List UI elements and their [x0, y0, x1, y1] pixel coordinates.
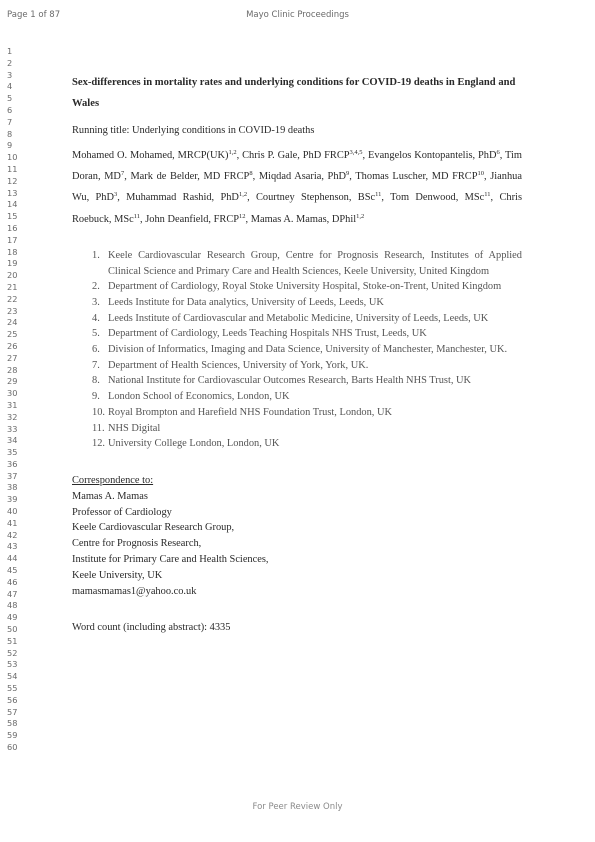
- affiliation-text: Department of Cardiology, Royal Stoke University Hospital, Stoke-on-Trent, United Kingdom: [108, 281, 502, 293]
- affiliation-item: [92, 295, 522, 311]
- author-name: Miqdad Asaria, PhD: [258, 171, 347, 183]
- line-number: 26: [7, 340, 18, 351]
- affiliation-number: 5.: [92, 328, 100, 340]
- line-number: 39: [7, 494, 18, 505]
- line-number: 19: [7, 258, 18, 269]
- author-name: Tim Doran, MD: [72, 150, 522, 183]
- author-name: Jianhua Wu, PhD: [72, 171, 522, 204]
- author-name: Courtney Stephenson, BSc: [255, 192, 376, 204]
- line-number: 30: [7, 388, 18, 399]
- affiliation-item: [92, 389, 522, 405]
- line-number: 60: [7, 742, 18, 753]
- line-number: 21: [7, 281, 18, 292]
- affiliation-item: [92, 421, 522, 437]
- line-number: 31: [7, 399, 18, 410]
- line-number: 10: [7, 152, 18, 163]
- word-count: Word count (including abstract): 4335: [72, 622, 231, 634]
- author-affiliation-marker: 1,2: [228, 149, 237, 156]
- affiliation-text: Department of Health Sciences, University of York, York, UK.: [108, 359, 369, 371]
- line-number: 34: [7, 435, 18, 446]
- line-number: 49: [7, 612, 18, 623]
- affiliation-text: National Institute for Cardiovascular Outcomes Research, Barts Health NHS Trust, UK: [108, 375, 472, 387]
- affiliation-number: 9.: [92, 391, 100, 403]
- author-name: Mark de Belder, MD FRCP: [130, 171, 250, 183]
- line-number: 6: [7, 104, 13, 115]
- author-affiliation-marker: 10: [477, 170, 485, 178]
- author-affiliation-marker: 11: [484, 191, 491, 199]
- author-name: John Deanfield, FRCP: [145, 213, 240, 225]
- author: [355, 171, 484, 182]
- author-affiliation-marker: 7: [120, 170, 125, 178]
- author-name: Thomas Luscher, MD FRCP: [355, 171, 478, 183]
- line-number: 55: [7, 683, 18, 694]
- author: [242, 150, 362, 161]
- correspondence-line: Professor of Cardiology: [72, 506, 172, 518]
- correspondence-heading: Correspondence to:: [72, 474, 154, 486]
- affiliation-item: [92, 436, 522, 452]
- affiliation-text: Division of Informatics, Imaging and Data Science, University of Manchester, Manchester, UK.: [108, 344, 508, 356]
- line-number: 42: [7, 529, 18, 540]
- running-title: Running title: Underlying conditions in COVID-19 deaths: [72, 125, 315, 136]
- line-number: 59: [7, 730, 18, 741]
- line-number: 56: [7, 694, 18, 705]
- affiliation-number: 8.: [92, 375, 100, 387]
- line-number: 50: [7, 624, 18, 635]
- line-number: 13: [7, 187, 18, 198]
- affiliation-item: [92, 248, 522, 279]
- line-number: 52: [7, 647, 18, 658]
- affiliation-text: Department of Cardiology, Leeds Teaching Hospitals NHS Trust, Leeds, UK: [108, 328, 427, 340]
- author: [259, 171, 349, 182]
- line-number: 1: [7, 46, 13, 56]
- author: [256, 192, 381, 203]
- author-affiliation-marker: 6: [496, 149, 500, 156]
- affiliation-item: [92, 311, 522, 327]
- affiliation-text: University College London, London, UK: [108, 438, 280, 450]
- affiliation-text: Leeds Institute for Data analytics, University of Leeds, Leeds, UK: [108, 296, 384, 308]
- line-number: 24: [7, 317, 18, 328]
- affiliation-item: [92, 358, 522, 374]
- author: [130, 171, 252, 182]
- line-number: 57: [7, 706, 18, 717]
- correspondence-email[interactable]: mamasmamas1@yahoo.co.uk: [72, 585, 197, 597]
- author-name: Muhammad Rashid, PhD: [126, 192, 239, 204]
- author-affiliation-marker: 3: [113, 191, 118, 199]
- line-number: 8: [7, 128, 13, 139]
- author-affiliation-marker: 12: [239, 212, 246, 220]
- line-number: 2: [7, 57, 13, 68]
- line-number: 28: [7, 364, 18, 375]
- line-number: 58: [7, 718, 18, 729]
- author: [368, 150, 500, 161]
- affiliation-item: [92, 373, 522, 389]
- author-affiliation-marker: 11: [133, 212, 141, 220]
- author: [251, 214, 364, 225]
- affiliation-number: 4.: [92, 312, 100, 324]
- author: [390, 192, 490, 203]
- line-number: 43: [7, 541, 18, 552]
- author-name: Mohamed O. Mohamed, MRCP(UK): [72, 150, 229, 161]
- correspondence-line: Institute for Primary Care and Health Sciences,: [72, 553, 269, 565]
- line-number: 5: [7, 93, 13, 104]
- manuscript-title-page: [72, 72, 522, 636]
- line-number: 12: [7, 175, 18, 186]
- line-number: 9: [7, 140, 13, 151]
- line-number: 46: [7, 576, 18, 587]
- author-name: Mamas A. Mamas, DPhil: [250, 213, 357, 225]
- line-number: 3: [7, 69, 13, 80]
- line-number: 51: [7, 635, 18, 646]
- affiliation-number: 6.: [92, 344, 100, 356]
- line-number: 20: [7, 270, 18, 281]
- author-affiliation-marker: 1,2: [238, 191, 248, 199]
- line-number: 27: [7, 352, 18, 363]
- line-number: 48: [7, 600, 18, 611]
- author: [126, 192, 247, 203]
- line-number: 37: [7, 470, 18, 481]
- line-number: 14: [7, 199, 18, 210]
- line-number: 22: [7, 293, 18, 304]
- affiliation-item: [92, 326, 522, 342]
- affiliation-number: 3.: [92, 296, 100, 308]
- affiliation-text: Keele Cardiovascular Research Group, Centre for Prognosis Research, Institutes of Applied Clinical Science and Primary Care and Health Sciences, Keele University, United Kingdom: [108, 249, 522, 277]
- affiliation-list: [92, 248, 522, 452]
- line-number: 18: [7, 246, 18, 257]
- author-name: Tom Denwood, MSc: [390, 192, 485, 204]
- line-number: 45: [7, 565, 18, 576]
- affiliation-item: [92, 279, 522, 295]
- correspondence-line: Centre for Prognosis Research,: [72, 538, 202, 550]
- line-number: 11: [7, 163, 18, 174]
- line-number: 25: [7, 329, 18, 340]
- author-name: Evangelos Kontopantelis, PhD: [368, 150, 497, 161]
- correspondence-block: [72, 473, 522, 599]
- affiliation-number: 11.: [92, 422, 105, 434]
- line-number: 36: [7, 458, 18, 469]
- line-number: 44: [7, 553, 18, 564]
- author-affiliation-marker: 3,4,5: [349, 149, 363, 156]
- affiliation-item: [92, 342, 522, 358]
- line-number: 54: [7, 671, 18, 682]
- line-number: 17: [7, 234, 18, 245]
- line-number: 7: [7, 116, 13, 127]
- affiliation-number: 2.: [92, 281, 100, 293]
- line-numbers: [7, 46, 17, 754]
- author-affiliation-marker: 11: [375, 191, 382, 199]
- page-indicator: Page 1 of 87: [7, 10, 61, 20]
- affiliation-text: NHS Digital: [108, 422, 161, 434]
- affiliation-number: 12.: [92, 438, 105, 450]
- author-affiliation-marker: 8: [249, 170, 253, 178]
- affiliation-number: 1.: [92, 249, 100, 261]
- author: [145, 214, 245, 225]
- line-number: 35: [7, 447, 18, 458]
- author-list: Mohamed O. Mohamed, MRCP(UK)$^{1,2}$, Chris P. Gale, PhD FRCP$^{3,4,5}$, Evangelos Kontopantelis, PhD$^6$, Tim Doran, $MD^7$, Mark de Belder, MD FRCP$^8$, Miqdad Asaria, PhD$^9$, Thomas Luscher, MD FRCP$^{10}$, Jianhua Wu, PhD$^3$, Muhammad Rashid, PhD$^{1,2}$, Courtney Stephenson, BSc$^{11}$, Tom Denwood, MSc$^{11}$, Chris Roebuck, MSc$^{11}$, John Deanfield, FRCP$^{12}$, Mamas A. Mamas, DPhil$^{1,2}$: [72, 149, 522, 225]
- paper-title: Sex-differences in mortality rates and underlying conditions for COVID-19 deaths in England and Wales: [72, 77, 516, 109]
- line-number: 41: [7, 517, 18, 528]
- line-number: 40: [7, 506, 18, 517]
- line-number: 53: [7, 659, 18, 670]
- affiliation-item: [92, 405, 522, 421]
- correspondence-line: Keele Cardiovascular Research Group,: [72, 522, 235, 534]
- line-number: 33: [7, 423, 18, 434]
- correspondence-line: Keele University, UK: [72, 569, 163, 581]
- author-name: Chris P. Gale, PhD FRCP: [242, 150, 350, 161]
- author: [72, 150, 237, 161]
- affiliation-text: London School of Economics, London, UK: [108, 391, 290, 403]
- line-number: 15: [7, 211, 18, 222]
- line-number: 32: [7, 411, 18, 422]
- correspondence-line: Mamas A. Mamas: [72, 490, 148, 502]
- author-affiliation-marker: 1,2: [356, 212, 365, 220]
- affiliation-number: 10.: [92, 406, 105, 418]
- affiliation-number: 7.: [92, 359, 100, 371]
- journal-name: Mayo Clinic Proceedings: [246, 10, 349, 20]
- line-number: 38: [7, 482, 18, 493]
- affiliation-text: Leeds Institute of Cardiovascular and Metabolic Medicine, University of Leeds, Leeds, UK: [108, 312, 489, 324]
- line-number: 29: [7, 376, 18, 387]
- author-name: Chris Roebuck, MSc: [72, 192, 522, 225]
- line-number: 47: [7, 588, 18, 599]
- affiliation-text: Royal Brompton and Harefield NHS Foundation Trust, London, UK: [108, 406, 393, 418]
- footer-text: For Peer Review Only: [252, 802, 343, 812]
- line-number: 23: [7, 305, 18, 316]
- line-number: 16: [7, 222, 18, 233]
- author-affiliation-marker: 9: [346, 170, 350, 178]
- line-number: 4: [7, 81, 13, 92]
